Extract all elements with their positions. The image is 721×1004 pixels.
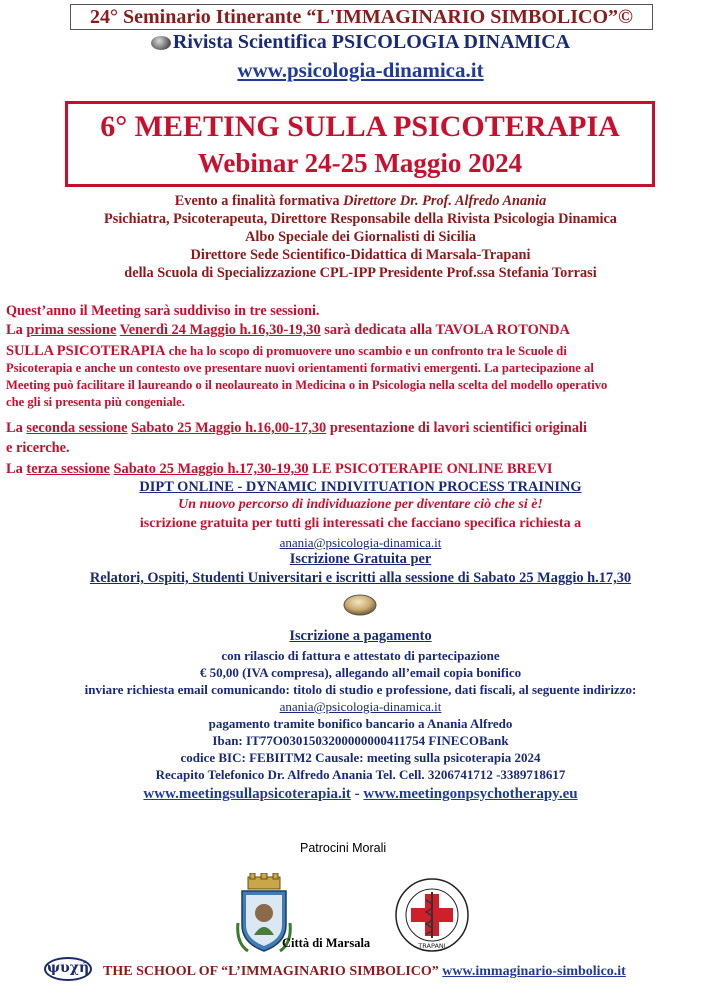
dipt-free-registration: iscrizione gratuita per tutti gli interessati che facciano specifica richiesta a (139, 516, 582, 531)
journal-line (0, 31, 721, 54)
paid-line-5: Iban: IT77O0301503200000000411754 FINECOBank (212, 733, 509, 748)
paid-registration-details (0, 647, 721, 783)
paid-line-7: Recapito Telefonico Dr. Alfredo Anania Tel. Cell. 3206741712 -3389718617 (155, 767, 566, 782)
paid-registration-title: Iscrizione a pagamento (289, 628, 432, 644)
meeting-link-eu[interactable]: www.meetingonpsychotherapy.eu (363, 786, 578, 802)
free-registration-title: Iscrizione Gratuita per (289, 551, 432, 567)
footer-school-name: THE SCHOOL OF “L’IMMAGINARIO SIMBOLICO” (103, 964, 439, 979)
journal-website-link[interactable]: www.psicologia-dinamica.it (237, 58, 484, 82)
session-1-description: SULLA PSICOTERAPIA che ha lo scopo di promuovere uno scambio e un confronto tra le Scuole di Psicoterapia e anche un contesto ove presentare nuovi orientamenti formativi emergenti. La partecipazione al Meeting può facilitare il laureando o il neolaureato in Medicina o in Psicologia nella scelta del modello operativo che gli si presenta più congeniale. (6, 343, 608, 409)
director-line-3: Albo Speciale dei Giornalisti di Sicilia (245, 229, 476, 245)
patrons-label: Patrocini Morali (300, 841, 387, 855)
free-registration-who: Relatori, Ospiti, Studenti Universitari e iscritti alla sessione di Sabato 25 Maggio h.17,30 (89, 570, 632, 586)
decorative-medallion-icon (343, 594, 377, 616)
dipt-tagline: Un nuovo percorso di individuazione per diventare ciò che si è! (178, 497, 543, 512)
seminar-title: 24° Seminario Itinerante “L'IMMAGINARIO SIMBOLICO”© (90, 6, 633, 28)
psyche-logo-icon: ψυχή (44, 957, 92, 981)
paid-line-2: € 50,00 (IVA compresa), allegando all’email copia bonifico (199, 665, 522, 680)
session-1-line: La prima sessione Venerdì 24 Maggio h.16,30-19,30 sarà dedicata alla TAVOLA ROTONDA (6, 322, 570, 338)
paid-line-4: pagamento tramite bonifico bancario a Anania Alfredo (208, 716, 513, 731)
meeting-links: www.meetingsullapsicoterapia.it - www.meetingonpsychotherapy.eu (143, 786, 578, 802)
session-3: La terza sessione Sabato 25 Maggio h.17,30-19,30 LE PSICOTERAPIE ONLINE BREVI (6, 461, 553, 477)
dipt-title: DIPT ONLINE - DYNAMIC INDIVITUATION PROCESS TRAINING (139, 479, 582, 495)
footer-website-link[interactable]: www.immaginario-simbolico.it (442, 964, 626, 979)
dipt-email-link[interactable]: anania@psicologia-dinamica.it (279, 535, 442, 550)
paid-line-1: con rilascio di fattura e attestato di partecipazione (221, 648, 500, 663)
footer-line (103, 964, 626, 980)
paid-email-link[interactable]: anania@psicologia-dinamica.it (279, 699, 442, 714)
director-line-5: della Scuola di Specializzazione CPL-IPP Presidente Prof.ssa Stefania Torrasi (124, 265, 597, 281)
director-line-2: Psichiatra, Psicoterapeuta, Direttore Responsabile della Rivista Psicologia Dinamica (104, 211, 617, 227)
session-2: La seconda sessione Sabato 25 Maggio h.16,00-17,30 presentazione di lavori scientifici originali e ricerche. (6, 420, 588, 456)
paid-line-6: codice BIC: FEBIITM2 Causale: meeting sulla psicoterapia 2024 (180, 750, 541, 765)
trapani-medical-order-seal-icon (393, 876, 471, 954)
meeting-subtitle: Webinar 24-25 Maggio 2024 (197, 148, 523, 178)
sessions-intro: Quest’anno il Meeting sarà suddiviso in tre sessioni. (6, 303, 320, 319)
journal-name: Rivista Scientifica PSICOLOGIA DINAMICA (172, 31, 571, 53)
meeting-title-box (65, 101, 655, 187)
meeting-title: 6° MEETING SULLA PSICOTERAPIA (100, 110, 620, 143)
director-line-1: Evento a finalità formativa Direttore Dr. Prof. Alfredo Anania (174, 193, 547, 209)
director-block (0, 192, 721, 282)
meeting-link-it[interactable]: www.meetingsullapsicoterapia.it (143, 786, 351, 802)
director-line-4: Direttore Sede Scientifico-Didattica di Marsala-Trapani (190, 247, 531, 263)
seminar-title-box (70, 4, 653, 30)
paid-line-3: inviare richiesta email comunicando: titolo di studio e professione, dati fiscali, al seguente indirizzo: (84, 682, 637, 697)
seal-trapani-text: TRAPANI (418, 942, 446, 950)
journal-logo-icon (151, 36, 171, 50)
city-of-marsala-label: Città di Marsala (282, 936, 371, 950)
